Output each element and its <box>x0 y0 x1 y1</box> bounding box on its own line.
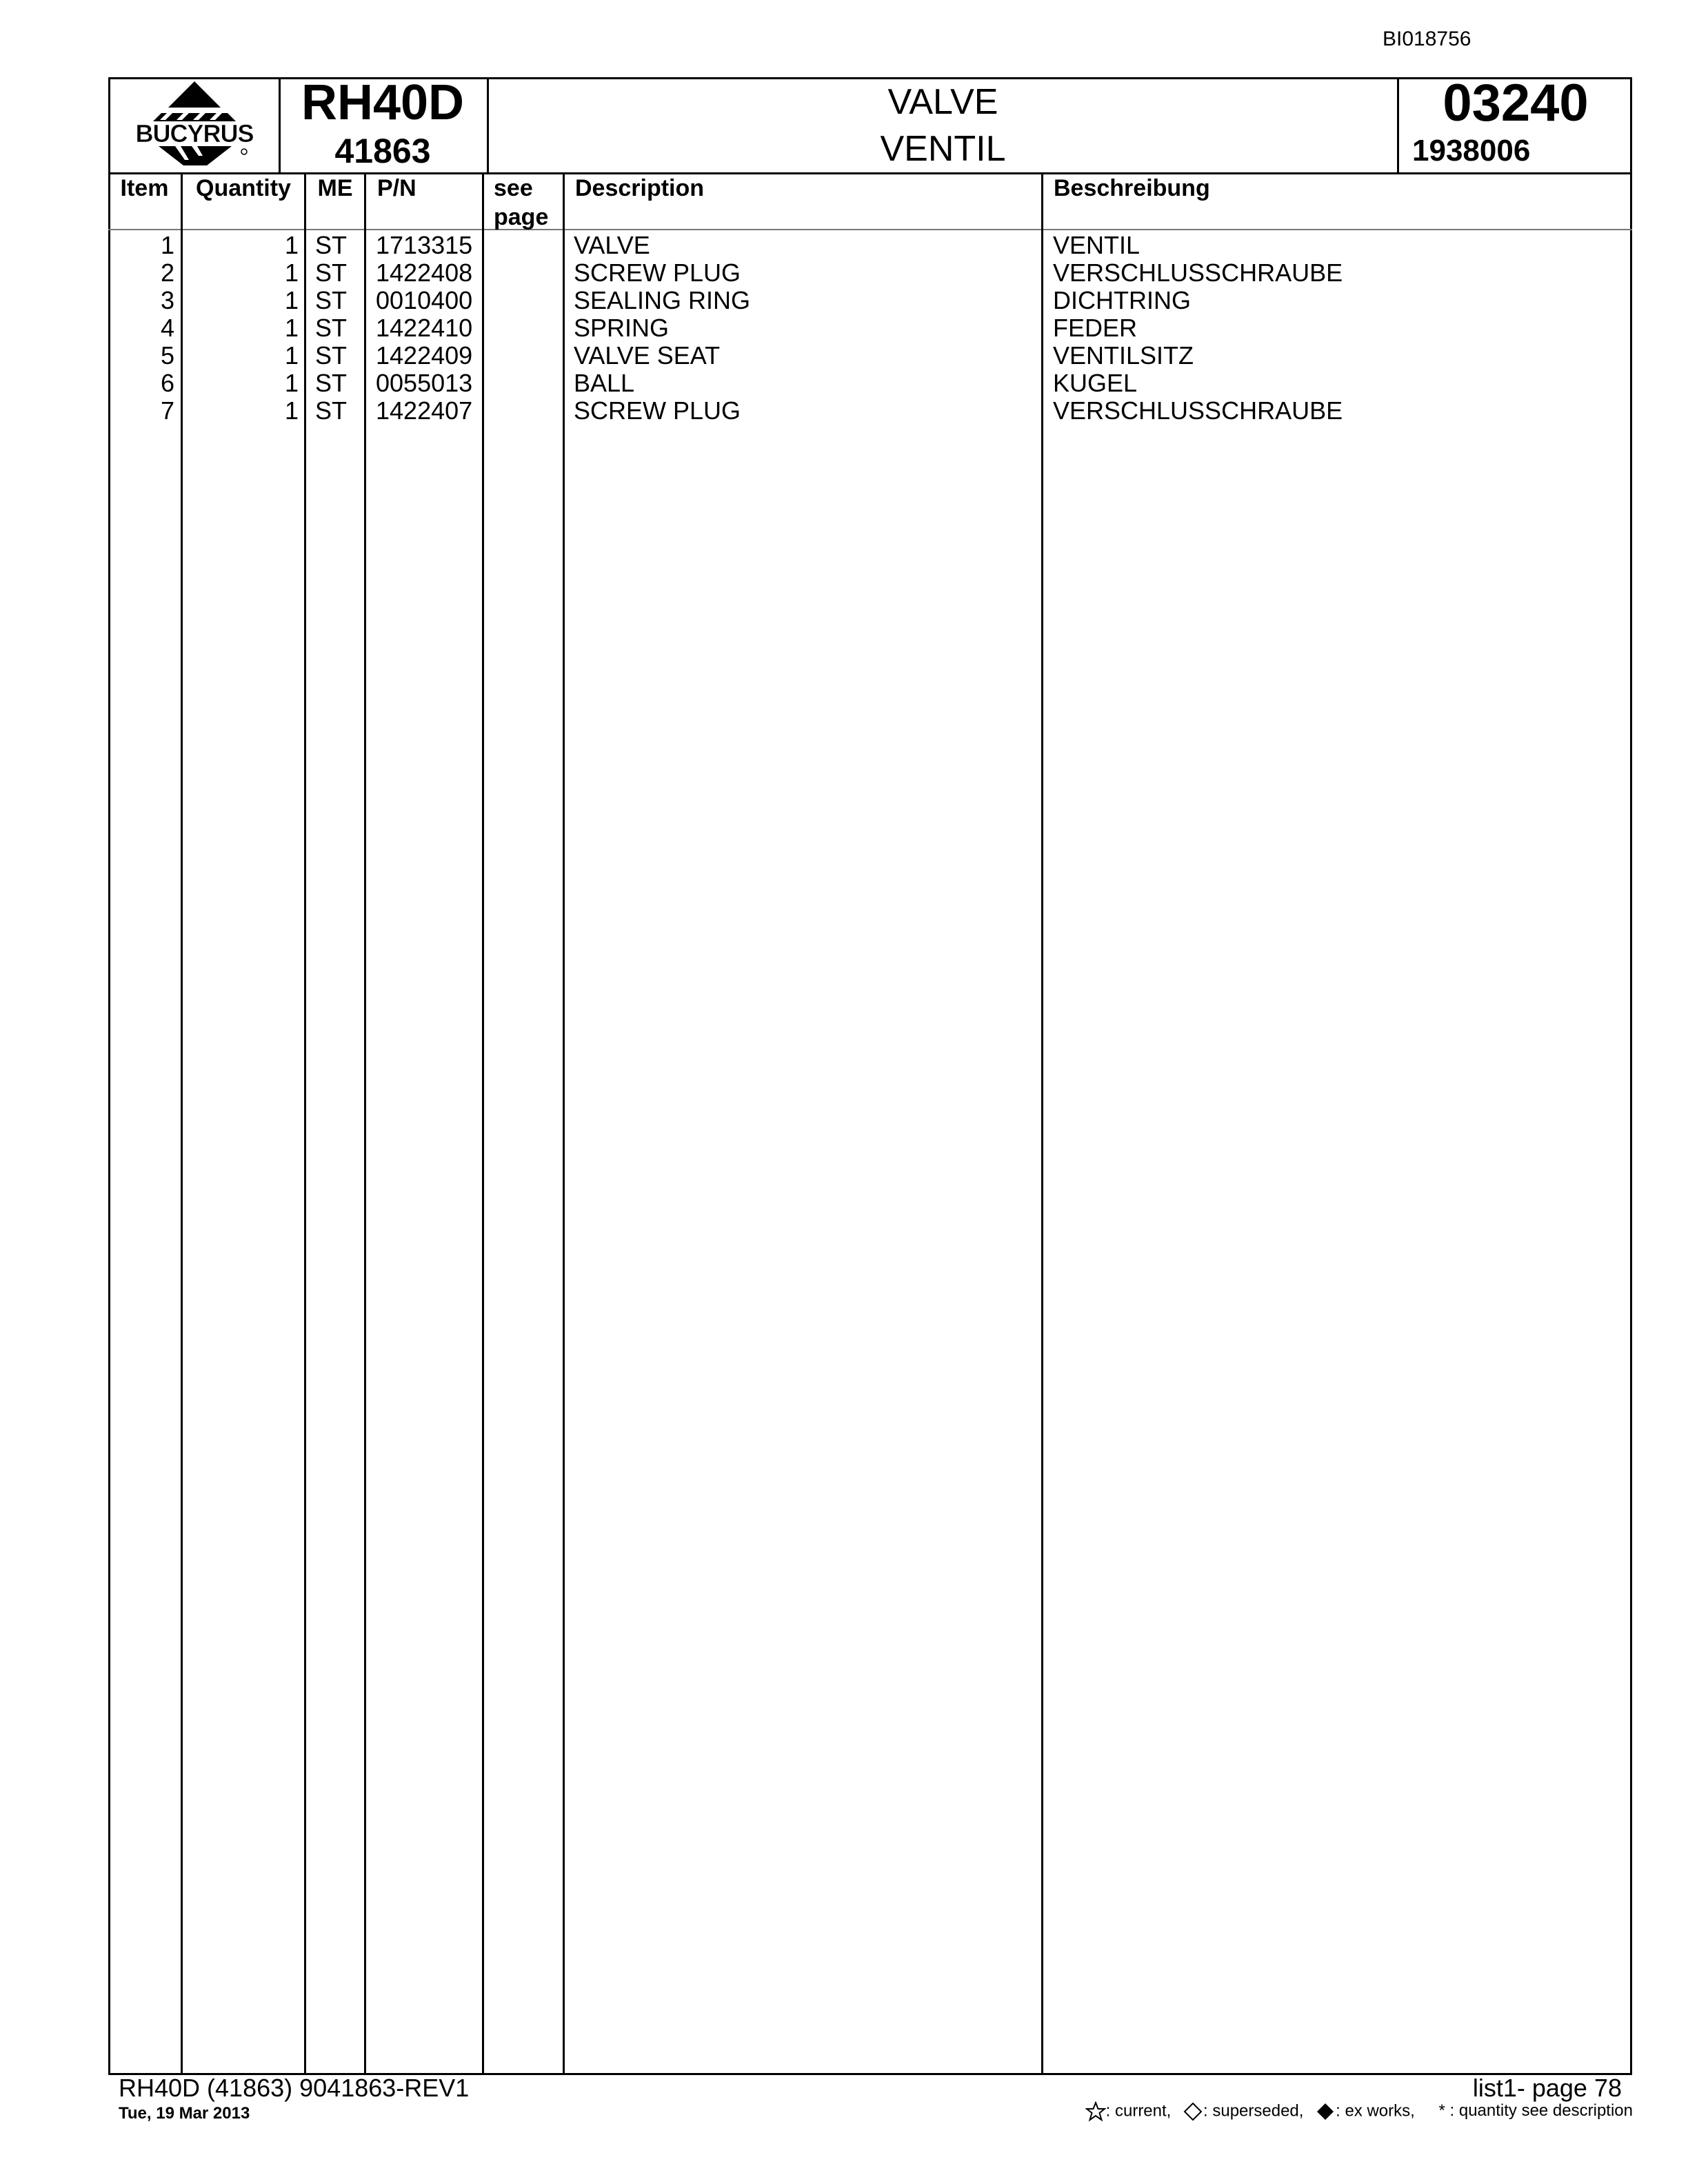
diamond-filled-icon <box>1315 2101 1336 2122</box>
cell-beschreibung: VERSCHLUSSCHRAUBE <box>1053 396 1343 425</box>
cell-me: ST <box>315 231 348 259</box>
model-number: RH40D <box>301 75 465 130</box>
column-separator <box>364 172 366 2075</box>
footer-document-reference: RH40D (41863) 9041863-REV1 <box>119 2074 470 2102</box>
cell-quantity: 1 <box>284 259 299 287</box>
cell-beschreibung: VENTILSITZ <box>1053 341 1194 370</box>
cell-part-number: 1422409 <box>376 341 473 370</box>
column-separator <box>563 172 565 2075</box>
cell-beschreibung: VERSCHLUSSCHRAUBE <box>1053 259 1343 287</box>
serial-number: 41863 <box>334 132 431 170</box>
logo-wordmark: BUCYRUS <box>135 119 254 148</box>
cell-part-number: 1422410 <box>376 314 473 342</box>
column-separator <box>304 172 306 2075</box>
cell-item: 7 <box>160 396 174 425</box>
cell-item: 2 <box>160 259 174 287</box>
cell-quantity: 1 <box>284 231 299 259</box>
cell-quantity: 1 <box>284 341 299 370</box>
column-header-beschreibung: Beschreibung <box>1054 175 1210 201</box>
cell-quantity: 1 <box>284 396 299 425</box>
cell-quantity: 1 <box>284 314 299 342</box>
column-separator <box>181 172 183 2075</box>
column-separator <box>1041 172 1043 2075</box>
footer-legend <box>1085 2101 1633 2122</box>
star-outline-icon <box>1085 2101 1106 2122</box>
cell-item: 3 <box>160 286 174 314</box>
cell-beschreibung: FEDER <box>1053 314 1138 342</box>
bucyrus-logo <box>117 80 272 170</box>
column-header-me: ME <box>317 175 353 201</box>
cell-description: VALVE <box>574 231 650 259</box>
legend-quantity-note: * : quantity see description <box>1438 2101 1633 2121</box>
cell-part-number: 0010400 <box>376 286 473 314</box>
cell-description: SPRING <box>574 314 670 342</box>
cell-beschreibung: VENTIL <box>1053 231 1141 259</box>
cell-part-number: 1713315 <box>376 231 473 259</box>
legend-ex-works-label: : ex works, <box>1336 2101 1415 2121</box>
cell-me: ST <box>315 286 348 314</box>
title-english: VALVE <box>887 82 998 122</box>
cell-part-number: 1422407 <box>376 396 473 425</box>
cell-item: 5 <box>160 341 174 370</box>
header-divider <box>108 172 1632 174</box>
cell-item: 6 <box>160 369 174 397</box>
column-header-divider <box>108 229 1632 230</box>
cell-description: SEALING RING <box>574 286 751 314</box>
footer-page-label: list1- page 78 <box>1472 2074 1622 2102</box>
column-separator <box>482 172 484 2075</box>
cell-description: VALVE SEAT <box>574 341 721 370</box>
legend-current-label: : current, <box>1105 2101 1172 2121</box>
column-header-pn: P/N <box>377 175 416 201</box>
cell-part-number: 1422408 <box>376 259 473 287</box>
cell-beschreibung: DICHTRING <box>1053 286 1191 314</box>
cell-me: ST <box>315 259 348 287</box>
cell-description: BALL <box>574 369 635 397</box>
cell-part-number: 0055013 <box>376 369 473 397</box>
footer-date: Tue, 19 Mar 2013 <box>119 2104 250 2123</box>
column-header-item: Item <box>120 175 169 201</box>
cell-quantity: 1 <box>284 286 299 314</box>
diamond-outline-icon <box>1183 2101 1203 2122</box>
cell-me: ST <box>315 341 348 370</box>
title-german: VENTIL <box>880 129 1006 169</box>
cell-beschreibung: KUGEL <box>1053 369 1138 397</box>
cell-me: ST <box>315 314 348 342</box>
cell-description: SCREW PLUG <box>574 396 741 425</box>
cell-me: ST <box>315 396 348 425</box>
column-header-see: see <box>494 175 533 201</box>
legend-superseded-label: : superseded, <box>1203 2101 1304 2121</box>
cell-description: SCREW PLUG <box>574 259 741 287</box>
group-number: 03240 <box>1443 74 1589 132</box>
column-header-quantity: Quantity <box>196 175 291 201</box>
cell-me: ST <box>315 369 348 397</box>
assembly-number: 1938006 <box>1412 134 1531 168</box>
document-id: BI018756 <box>1383 28 1471 50</box>
column-header-page: page <box>494 204 549 230</box>
cell-quantity: 1 <box>284 369 299 397</box>
cell-item: 1 <box>160 231 174 259</box>
cell-item: 4 <box>160 314 174 342</box>
column-header-description: Description <box>575 175 705 201</box>
